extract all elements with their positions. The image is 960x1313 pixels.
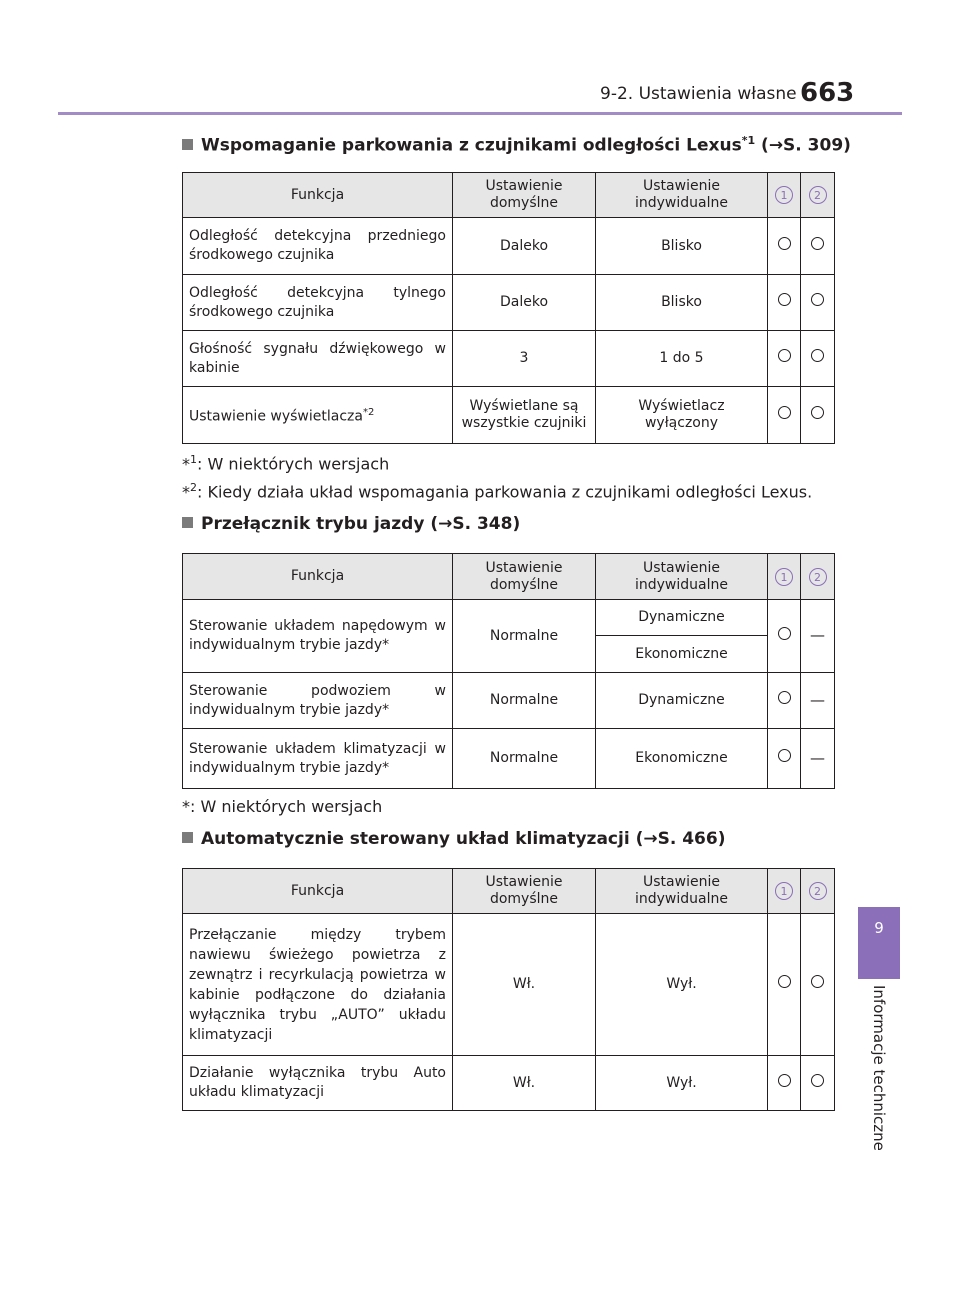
available-circle-icon xyxy=(811,293,824,306)
not-available-dash: — xyxy=(810,748,825,767)
square-bullet-icon xyxy=(182,517,193,528)
page-number: 663 xyxy=(800,78,855,108)
available-circle-icon xyxy=(778,349,791,362)
table-header-row xyxy=(183,173,835,218)
table-row: Sterowanie układem klimatyzacji w indywidualnym trybie jazdy* Normalne Ekonomiczne — xyxy=(183,729,835,789)
method-1-icon: 1 xyxy=(775,568,793,586)
section-title-climate: Automatycznie sterowany układ klimatyzacji (→S. 466) xyxy=(182,829,725,849)
available-circle-icon xyxy=(778,975,791,988)
square-bullet-icon xyxy=(182,832,193,843)
table-row: Sterowanie podwoziem w indywidualnym trybie jazdy* Normalne Dynamiczne — xyxy=(183,673,835,729)
method-1-icon: 1 xyxy=(775,882,793,900)
table-row: Ekonomiczne xyxy=(183,636,835,673)
table-drive-mode xyxy=(182,553,835,789)
col-custom: Ustawienie indywidualne xyxy=(596,869,768,914)
header-section-title: 9-2. Ustawienia własne xyxy=(600,84,797,104)
available-circle-icon xyxy=(778,627,791,640)
method-2-icon: 2 xyxy=(809,186,827,204)
col-default: Ustawienie domyślne xyxy=(453,173,596,218)
col-default: Ustawienie domyślne xyxy=(453,869,596,914)
available-circle-icon xyxy=(811,349,824,362)
section-title-parking: Wspomaganie parkowania z czujnikami odległości Lexus$^{*1}$ (→S. 309) xyxy=(182,134,851,156)
not-available-dash: — xyxy=(810,690,825,709)
table-row: Odległość detekcyjna tylnego środkowego czujnika Daleko Blisko xyxy=(183,275,835,331)
footnote-1: *$^1$: W niektórych wersjach xyxy=(182,453,390,474)
available-circle-icon xyxy=(778,749,791,762)
available-circle-icon xyxy=(811,975,824,988)
available-circle-icon xyxy=(811,237,824,250)
available-circle-icon xyxy=(778,1074,791,1087)
footnote-drive-mode: *: W niektórych wersjach xyxy=(182,797,383,816)
table-row: Głośność sygnału dźwiękowego w kabinie 3 1 do 5 xyxy=(183,331,835,387)
section-title-drive-mode: Przełącznik trybu jazdy (→S. 348) xyxy=(182,514,520,534)
table-header-row xyxy=(183,554,835,600)
table-header-row xyxy=(183,869,835,914)
chapter-tab: 9 xyxy=(858,907,900,979)
table-row: Sterowanie układem napędowym w indywidualnym trybie jazdy* Normalne Dynamiczne — xyxy=(183,600,835,636)
method-2-icon: 2 xyxy=(809,882,827,900)
table-climate xyxy=(182,868,835,1111)
not-available-dash: — xyxy=(810,626,825,644)
table-row: Działanie wyłącznika trybu Auto układu klimatyzacji Wł. Wył. xyxy=(183,1056,835,1111)
available-circle-icon xyxy=(811,406,824,419)
available-circle-icon xyxy=(811,1074,824,1087)
table-row: Ustawienie wyświetlacza$^{*2}$ Wyświetlane są wszystkie czujniki Wyświetlacz wyłączony xyxy=(183,387,835,444)
col-default: Ustawienie domyślne xyxy=(453,554,596,600)
header-rule xyxy=(58,112,902,115)
method-2-icon: 2 xyxy=(809,568,827,586)
col-custom: Ustawienie indywidualne xyxy=(596,554,768,600)
col-function: Funkcja xyxy=(183,173,453,218)
available-circle-icon xyxy=(778,293,791,306)
table-row: Odległość detekcyjna przedniego środkowego czujnika Daleko Blisko xyxy=(183,218,835,275)
chapter-label xyxy=(856,985,900,1170)
available-circle-icon xyxy=(778,237,791,250)
col-function: Funkcja xyxy=(183,554,453,600)
method-1-icon: 1 xyxy=(775,186,793,204)
footnote-2: *$^2$: Kiedy działa układ wspomagania parkowania z czujnikami odległości Lexus. xyxy=(182,481,813,502)
col-custom: Ustawienie indywidualne xyxy=(596,173,768,218)
available-circle-icon xyxy=(778,406,791,419)
col-function: Funkcja xyxy=(183,869,453,914)
square-bullet-icon xyxy=(182,139,193,150)
table-parking-sensors xyxy=(182,172,835,444)
available-circle-icon xyxy=(778,691,791,704)
table-row: Przełączanie między trybem nawiewu świeżego powietrza z zewnątrz i recyrkulacją powietrza w kabinie podłączone do działania wyłącznika trybu „AUTO” układu klimatyzacji Wł. Wył. xyxy=(183,914,835,1056)
chapter-label-text: Informacje techniczne xyxy=(870,985,888,1151)
